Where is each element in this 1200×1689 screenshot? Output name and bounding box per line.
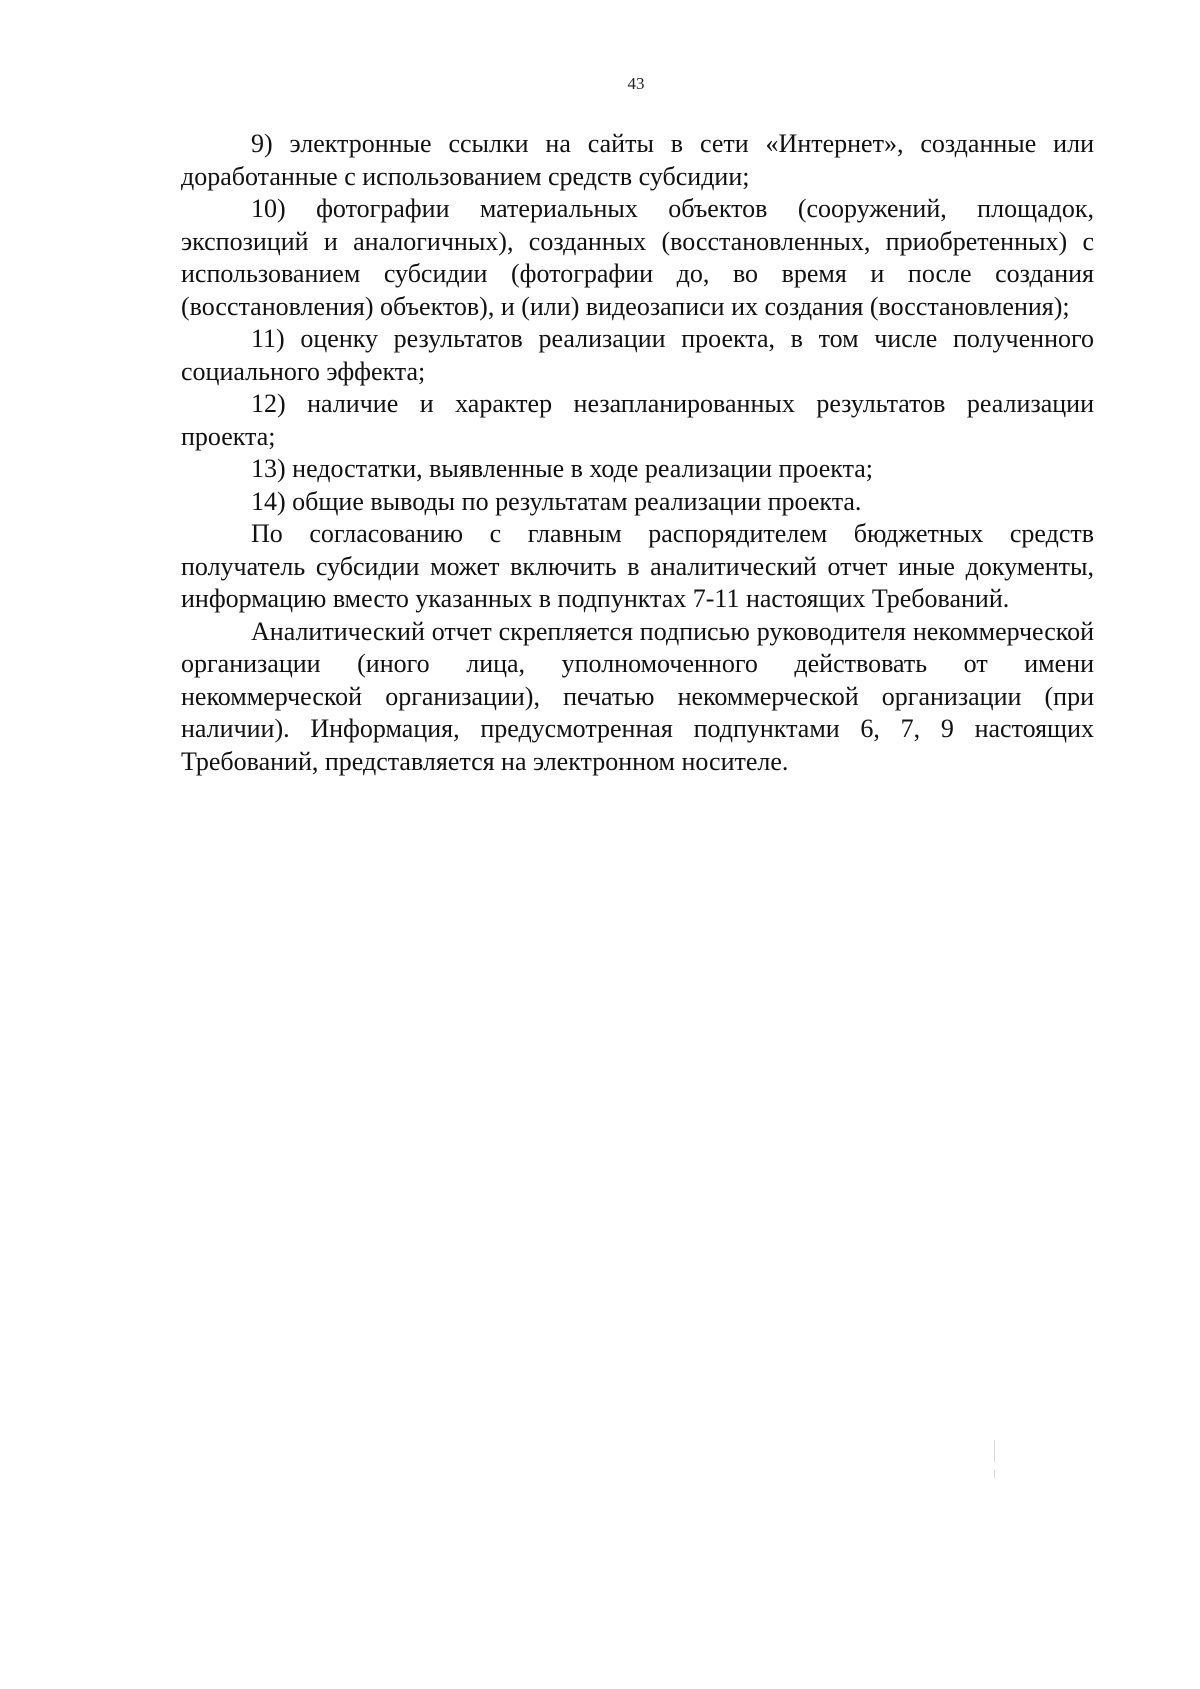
document-body — [181, 128, 1094, 778]
page-number: 43 — [627, 74, 645, 93]
list-item-11: 11) оценку результатов реализации проекта, в том числе полученного социального эффекта; — [181, 324, 1094, 386]
list-item-12: 12) наличие и характер незапланированных результатов реализации проекта; — [181, 389, 1094, 451]
list-item-9: 9) электронные ссылки на сайты в сети «Интернет», созданные или доработанные с использованием средств субсидии; — [181, 129, 1094, 191]
signature-paragraph: Аналитический отчет скрепляется подписью руководителя некоммерческой организации (иного лица, уполномоченного действовать от имени некоммерческой организации), печатью некоммерческой организации (при наличии). Информация, предусмотренная подпунктами 6, 7, 9 настоящих Требований, представляется на электронном носителе. — [181, 616, 1094, 776]
scan-artifact — [994, 1470, 995, 1478]
scan-artifact — [994, 1440, 995, 1462]
agreement-paragraph: По согласованию с главным распорядителем бюджетных средств получатель субсидии может включить в аналитический отчет иные документы, информацию вместо указанных в подпунктах 7-11 настоящих Требований. — [181, 519, 1094, 613]
list-item-13: 13) недостатки, выявленные в ходе реализации проекта; — [251, 454, 874, 483]
list-item-10: 10) фотографии материальных объектов (сооружений, площадок, экспозиций и аналогичных), созданных (восстановленных, приобретенных) с использованием субсидии (фотографии до, во время и после создания (восстановления) объектов), и (или) видеозаписи их создания (восстановления); — [181, 194, 1094, 321]
list-item-14: 14) общие выводы по результатам реализации проекта. — [251, 486, 862, 516]
